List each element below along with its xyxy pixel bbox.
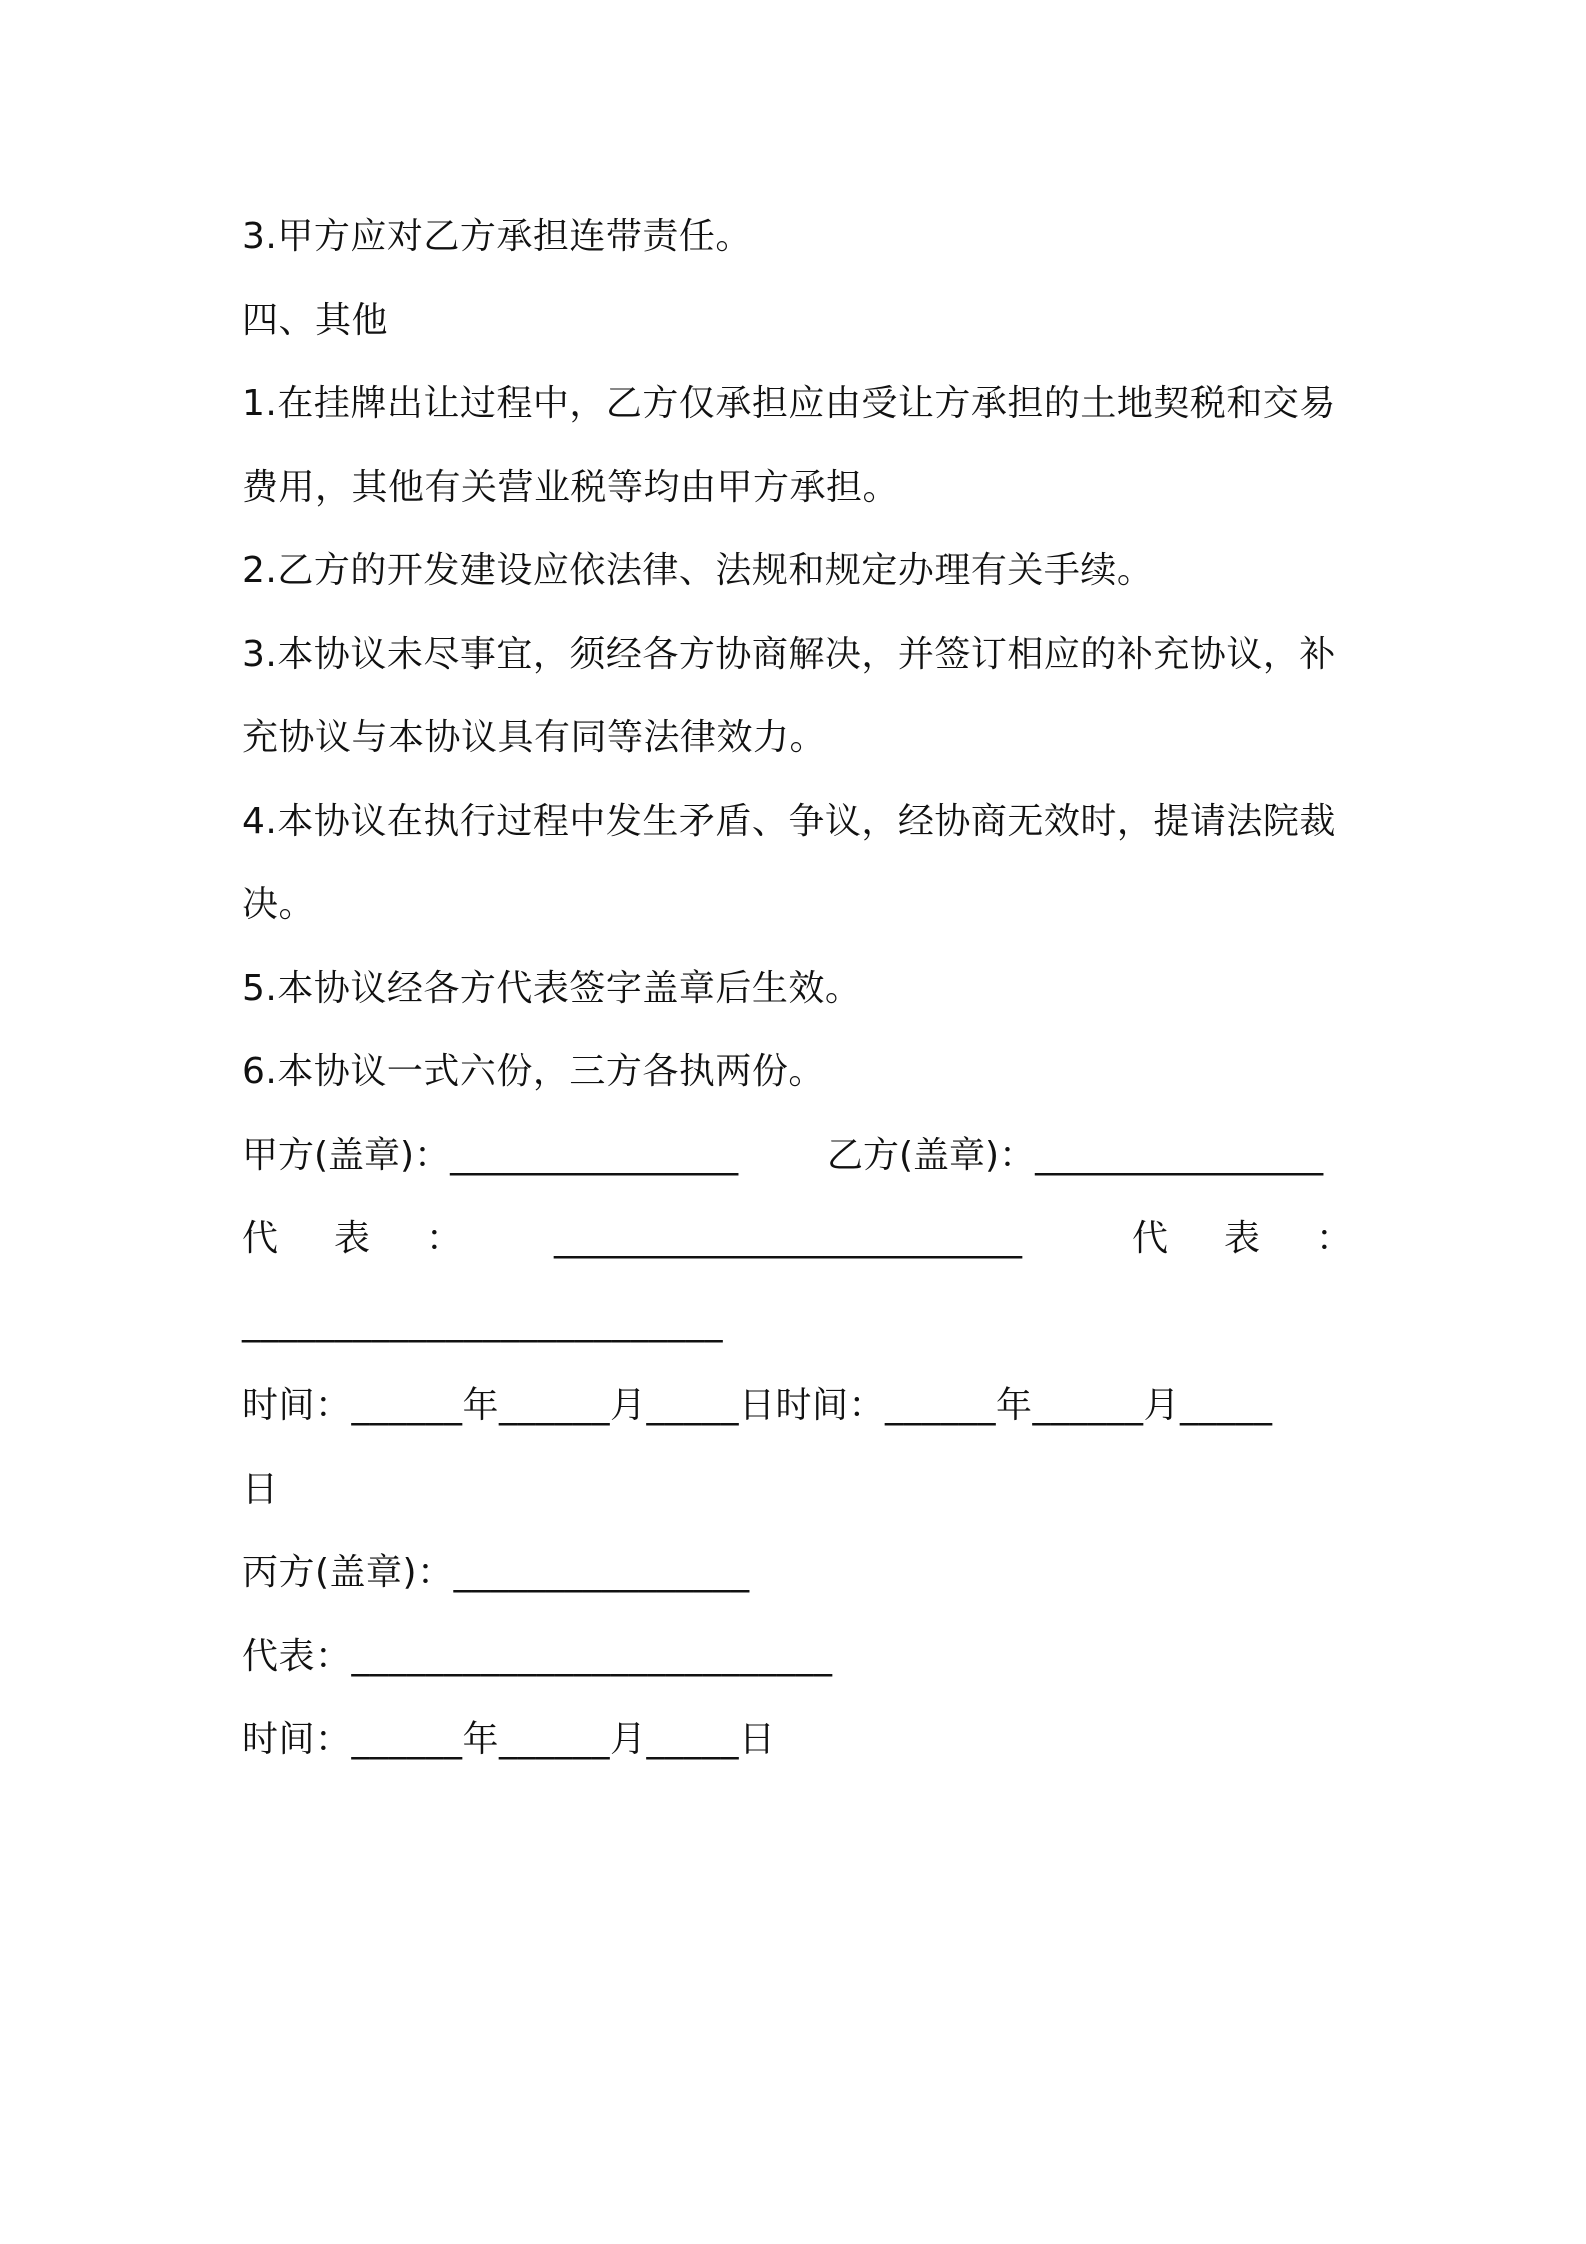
clause-4-5: 5.本协议经各方代表签字盖章后生效。 xyxy=(242,967,862,1009)
party-b-stamp-field: 乙方(盖章)：________________ xyxy=(827,1134,1324,1176)
rep-label-left-char-1: 代 xyxy=(242,1218,279,1259)
rep-label-left-char-2: 表 xyxy=(333,1218,370,1259)
clause-4-6: 6.本协议一式六份，三方各执两份。 xyxy=(242,1051,825,1092)
clause-4-2: 2.乙方的开发建设应依法律、法规和规定办理有关手续。 xyxy=(242,550,1154,591)
clause-4-3-line-2: 充协议与本协议具有同等法律效力。 xyxy=(242,717,827,758)
document-page xyxy=(242,195,1352,1782)
rep-label-left xyxy=(242,1197,462,1281)
clause-a3: 3.甲方应对乙方承担连带责任。 xyxy=(242,216,752,257)
clause-4-4-line-2: 决。 xyxy=(242,884,316,925)
party-a-stamp-field: 甲方(盖章)：________________ xyxy=(242,1134,739,1176)
clause-4-3-line-1: 3.本协议未尽事宜，须经各方协商解决，并签订相应的补充协议，补 xyxy=(242,633,1336,675)
date-row-ab: 时间：______年______月_____日时间：______年______月_____ xyxy=(242,1385,1273,1426)
rep-line-b: __________________________ xyxy=(242,1301,723,1343)
party-c-date-field: 时间：______年______月_____日 xyxy=(242,1719,776,1760)
rep-spacer xyxy=(462,1197,554,1281)
clause-4-4-line-1: 4.本协议在执行过程中发生矛盾、争议，经协商无效时，提请法院裁 xyxy=(242,800,1336,842)
rep-label-right-char-1: 代 xyxy=(1132,1218,1169,1259)
rep-label-right-char-3: ： xyxy=(1315,1218,1352,1259)
rep-line-a: __________________________ xyxy=(554,1218,1022,1259)
rep-label-right xyxy=(1132,1197,1352,1281)
party-stamp-row xyxy=(242,1114,1352,1198)
party-c-stamp-field: 丙方(盖章)：________________ xyxy=(242,1552,750,1593)
rep-label-left-char-3: ： xyxy=(425,1218,462,1259)
representative-row xyxy=(242,1197,1352,1281)
rep-label-right-char-2: 表 xyxy=(1223,1218,1260,1259)
section-heading-4: 四、其他 xyxy=(242,299,389,341)
clause-4-1-line-2: 费用，其他有关营业税等均由甲方承担。 xyxy=(242,466,900,508)
clause-4-1-line-1: 1.在挂牌出让过程中，乙方仅承担应由受让方承担的土地契税和交易 xyxy=(242,383,1336,424)
date-row-ab-tail: 日 xyxy=(242,1468,279,1510)
party-c-rep-field: 代表：__________________________ xyxy=(242,1635,833,1677)
